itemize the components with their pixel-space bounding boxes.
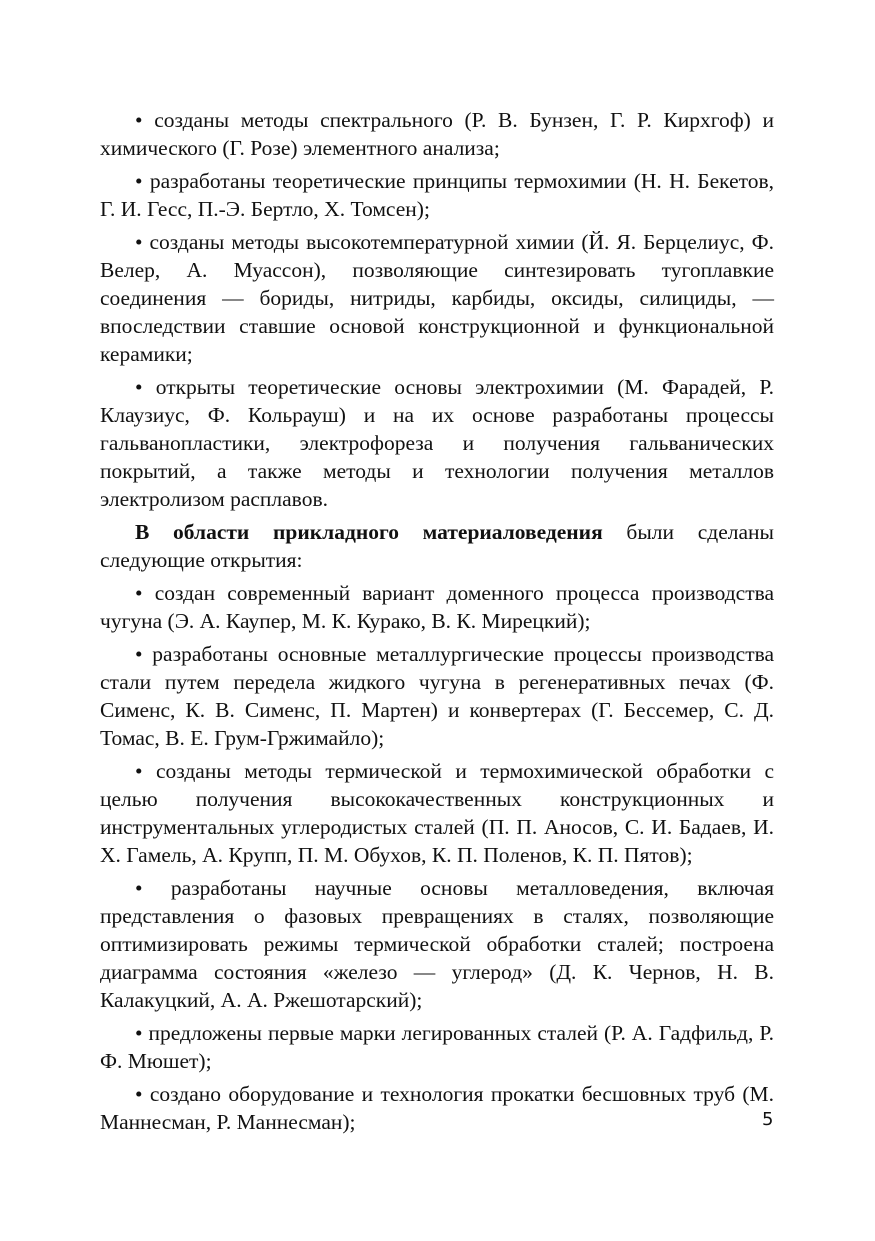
section-heading-bold: В области прикладного материаловедения: [135, 520, 603, 544]
section-intro-text: были сделаны следующие открытия:: [100, 520, 774, 572]
bullet-paragraph: • созданы методы спектрального (Р. В. Бунзен, Г. Р. Кирхгоф) и химического (Г. Розе) элементного анализа;: [100, 106, 774, 162]
section-intro-paragraph: [100, 518, 774, 574]
bullet-paragraph: • разработаны основные металлургические процессы производства стали путем передела жидкого чугуна в регенеративных печах (Ф. Сименс, К. В. Сименс, П. Мартен) и конвертерах (Г. Бессемер, С. Д. Томас, В. Е. Грум-Гржимайло);: [100, 640, 774, 752]
page-number: 5: [762, 1109, 774, 1130]
document-page: [100, 106, 774, 1141]
bullet-paragraph: • предложены первые марки легированных сталей (Р. А. Гадфильд, Р. Ф. Мюшет);: [100, 1019, 774, 1075]
bullet-paragraph: • разработаны теоретические принципы термохимии (Н. Н. Бекетов, Г. И. Гесс, П.-Э. Бертло, Х. Томсен);: [100, 167, 774, 223]
bullet-paragraph: • открыты теоретические основы электрохимии (М. Фарадей, Р. Клаузиус, Ф. Кольрауш) и на их основе разработаны процессы гальванопластики, электрофореза и получения гальванических покрытий, а также методы и технологии получения металлов электролизом расплавов.: [100, 373, 774, 513]
bullet-paragraph: • создано оборудование и технология прокатки бесшовных труб (М. Маннесман, Р. Маннесман);: [100, 1080, 774, 1136]
bullet-paragraph: • разработаны научные основы металловедения, включая представления о фазовых превращениях в сталях, позволяющие оптимизировать режимы термической обработки сталей; построена диаграмма состояния «железо — углерод» (Д. К. Чернов, Н. В. Калакуцкий, А. А. Ржешотарский);: [100, 874, 774, 1014]
bullet-paragraph: • созданы методы термической и термохимической обработки с целью получения высококачественных конструкционных и инструментальных углеродистых сталей (П. П. Аносов, С. И. Бадаев, И. Х. Гамель, А. Крупп, П. М. Обухов, К. П. Поленов, К. П. Пятов);: [100, 757, 774, 869]
bullet-paragraph: • созданы методы высокотемпературной химии (Й. Я. Берцелиус, Ф. Велер, А. Муассон), позволяющие синтезировать тугоплавкие соединения — бориды, нитриды, карбиды, оксиды, силициды, — впоследствии ставшие основой конструкционной и функциональной керамики;: [100, 228, 774, 368]
bullet-paragraph: • создан современный вариант доменного процесса производства чугуна (Э. А. Каупер, М. К. Курако, В. К. Мирецкий);: [100, 579, 774, 635]
